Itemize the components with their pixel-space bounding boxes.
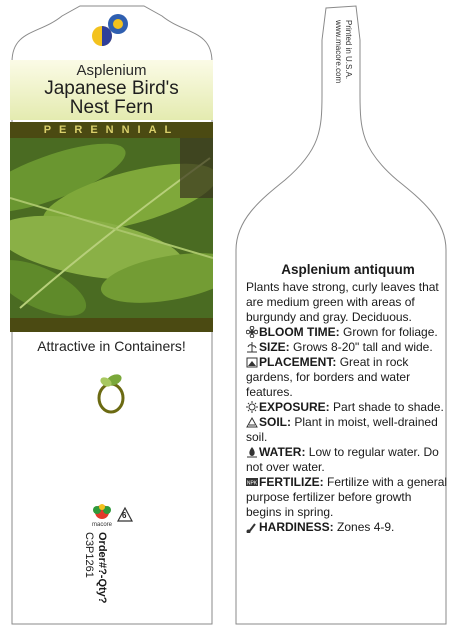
care-label: PLACEMENT:	[259, 355, 337, 369]
care-label: SOIL:	[259, 415, 291, 429]
svg-text:macore: macore	[91, 522, 113, 528]
care-item-exposure	[246, 400, 450, 415]
bottom-band	[10, 318, 213, 332]
sun-exposure-icons	[86, 10, 134, 52]
care-text: Great in rock gardens, for borders and water features.	[246, 355, 411, 399]
care-label: EXPOSURE:	[259, 400, 330, 414]
care-label: FERTILIZE:	[259, 475, 324, 489]
care-text: Zones 4-9.	[337, 520, 395, 534]
care-label: HARDINESS:	[259, 520, 334, 534]
macore-logo	[88, 502, 116, 528]
care-item-size	[246, 340, 450, 355]
care-text: Grown for foliage.	[343, 325, 438, 339]
care-text: Grows 8-20" tall and wide.	[293, 340, 433, 354]
printed-in: Printed in U.S.A.	[344, 20, 353, 80]
product-code: C3P1261	[83, 532, 95, 578]
category-band: PERENNIAL	[10, 122, 213, 138]
care-label: SIZE:	[259, 340, 290, 354]
container-pot-icon	[94, 370, 128, 414]
care-text: Low to regular water. Do not over water.	[246, 445, 439, 474]
size-icon	[246, 341, 258, 353]
care-text: Plant in moist, well-drained soil.	[246, 415, 438, 444]
part-sun-icon	[108, 14, 128, 34]
care-text: Fertilize with a general purpose fertilizer before growth begins in spring.	[246, 475, 448, 519]
common-name-line2: Nest Fern	[69, 97, 154, 118]
care-item-placement	[246, 355, 450, 400]
order-line: Order#?-Qty?	[96, 532, 108, 604]
care-label: WATER:	[259, 445, 306, 459]
water-icon	[246, 446, 258, 458]
recycle-code: 6	[122, 511, 127, 520]
care-item-hardiness	[246, 520, 450, 535]
feature-text: Attractive in Containers!	[37, 338, 186, 354]
exposure-icon	[246, 401, 258, 413]
shade-sun-icon	[92, 26, 112, 46]
care-item-water	[246, 445, 450, 475]
soil-icon	[246, 416, 258, 428]
hardiness-icon	[246, 521, 258, 533]
care-text: Part shade to shade.	[333, 400, 444, 414]
order-info	[82, 532, 108, 604]
care-label: BLOOM TIME:	[259, 325, 340, 339]
printer-info	[333, 20, 353, 83]
plant-name-header	[10, 60, 213, 120]
placement-icon	[246, 356, 258, 368]
common-name-line1: Japanese Bird's	[44, 78, 179, 99]
botanical-name: Asplenium antiquum	[281, 262, 415, 277]
fertilize-icon	[246, 476, 258, 488]
bloom-icon	[246, 326, 258, 338]
plant-description: Plants have strong, curly leaves that are medium green with areas of burgundy and gray. Deciduous.	[246, 280, 439, 324]
genus-name: Asplenium	[76, 62, 147, 79]
recycle-symbol	[116, 506, 134, 529]
svg-text:NPK: NPK	[246, 480, 258, 487]
printer-website: www.macore.com	[334, 20, 343, 84]
care-item-soil	[246, 415, 450, 445]
care-item-fertilize	[246, 475, 450, 520]
plant-photo	[10, 138, 213, 318]
care-item-bloom	[246, 325, 450, 340]
care-instructions	[246, 262, 450, 535]
